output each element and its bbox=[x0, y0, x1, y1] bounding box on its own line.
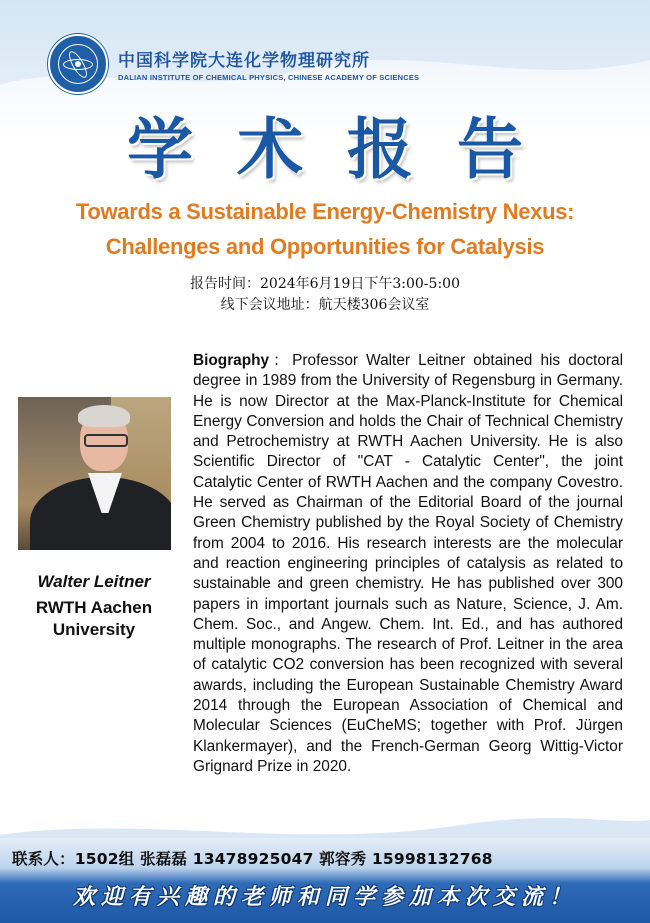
talk-title-line2: Challenges and Opportunities for Catalysis bbox=[105, 234, 545, 259]
institute-name-cn: 中国科学院大连化学物理研究所 bbox=[118, 51, 370, 71]
institute-logo-icon bbox=[48, 34, 108, 94]
biography-text: ：Professor Walter Leitner obtained his doctoral degree in 1989 from the University of Regensburg in Germany. He is now Director at the Max-Planck-Institute for Chemical Energy Conversion and holds the Chair of Technical Chemistry and Petrochemistry at RWTH Aachen University. He is also Scientific Director of "CAT - Catalytic Center", the joint Catalytic Center of RWTH Aachen and the company Covestro. He served as Chairman of the Editorial Board of the journal Green Chemistry published by the Royal Society of Chemistry from 2004 to 2016. His research interests are the molecular and reaction engineering principles of catalysis as related to sustainable and green chemistry. He has published over 300 papers in important journals such as Nature, Science, J. Am. Chem. Soc., and Angew. Chem. Int. Ed., and has authored multiple monographs. The research of Prof. Leitner in the area of catalytic CO2 conversion has been recognized with several awards, including the European Sustainable Chemistry Award 2014 through the European Association of Chemical and Molecular Sciences (EuCheMS; together with Prof. Jürgen Klankermayer), and the French-German Georg Wittig-Victor Grignard Prize in 2020. bbox=[193, 352, 623, 775]
talk-title bbox=[0, 194, 650, 264]
talk-meta bbox=[0, 274, 650, 316]
poster-title: 学术报告 bbox=[127, 111, 567, 188]
welcome-banner: 欢迎有兴趣的老师和同学参加本次交流！ bbox=[72, 885, 577, 910]
institute-name-block bbox=[118, 46, 419, 82]
institute-header bbox=[48, 34, 419, 94]
speaker-name: Walter Leitner bbox=[37, 572, 151, 591]
speaker-photo bbox=[18, 397, 171, 550]
institute-name-en: DALIAN INSTITUTE OF CHEMICAL PHYSICS, CHINESE ACADEMY OF SCIENCES bbox=[118, 73, 420, 82]
speaker-affiliation: RWTH Aachen University bbox=[35, 598, 153, 639]
speaker-info bbox=[14, 571, 174, 641]
talk-location: 线下会议地址：航天楼306会议室 bbox=[220, 297, 430, 313]
talk-title-line1: Towards a Sustainable Energy-Chemistry Nexus: bbox=[75, 199, 575, 224]
biography-label: Biography bbox=[193, 352, 270, 369]
talk-time: 报告时间：2024年6月19日下午3:00-5:00 bbox=[190, 276, 460, 292]
contact-info: 联系人：1502组 张磊磊 13478925047 郭容秀 15998132768 bbox=[12, 850, 493, 868]
biography bbox=[193, 351, 623, 777]
